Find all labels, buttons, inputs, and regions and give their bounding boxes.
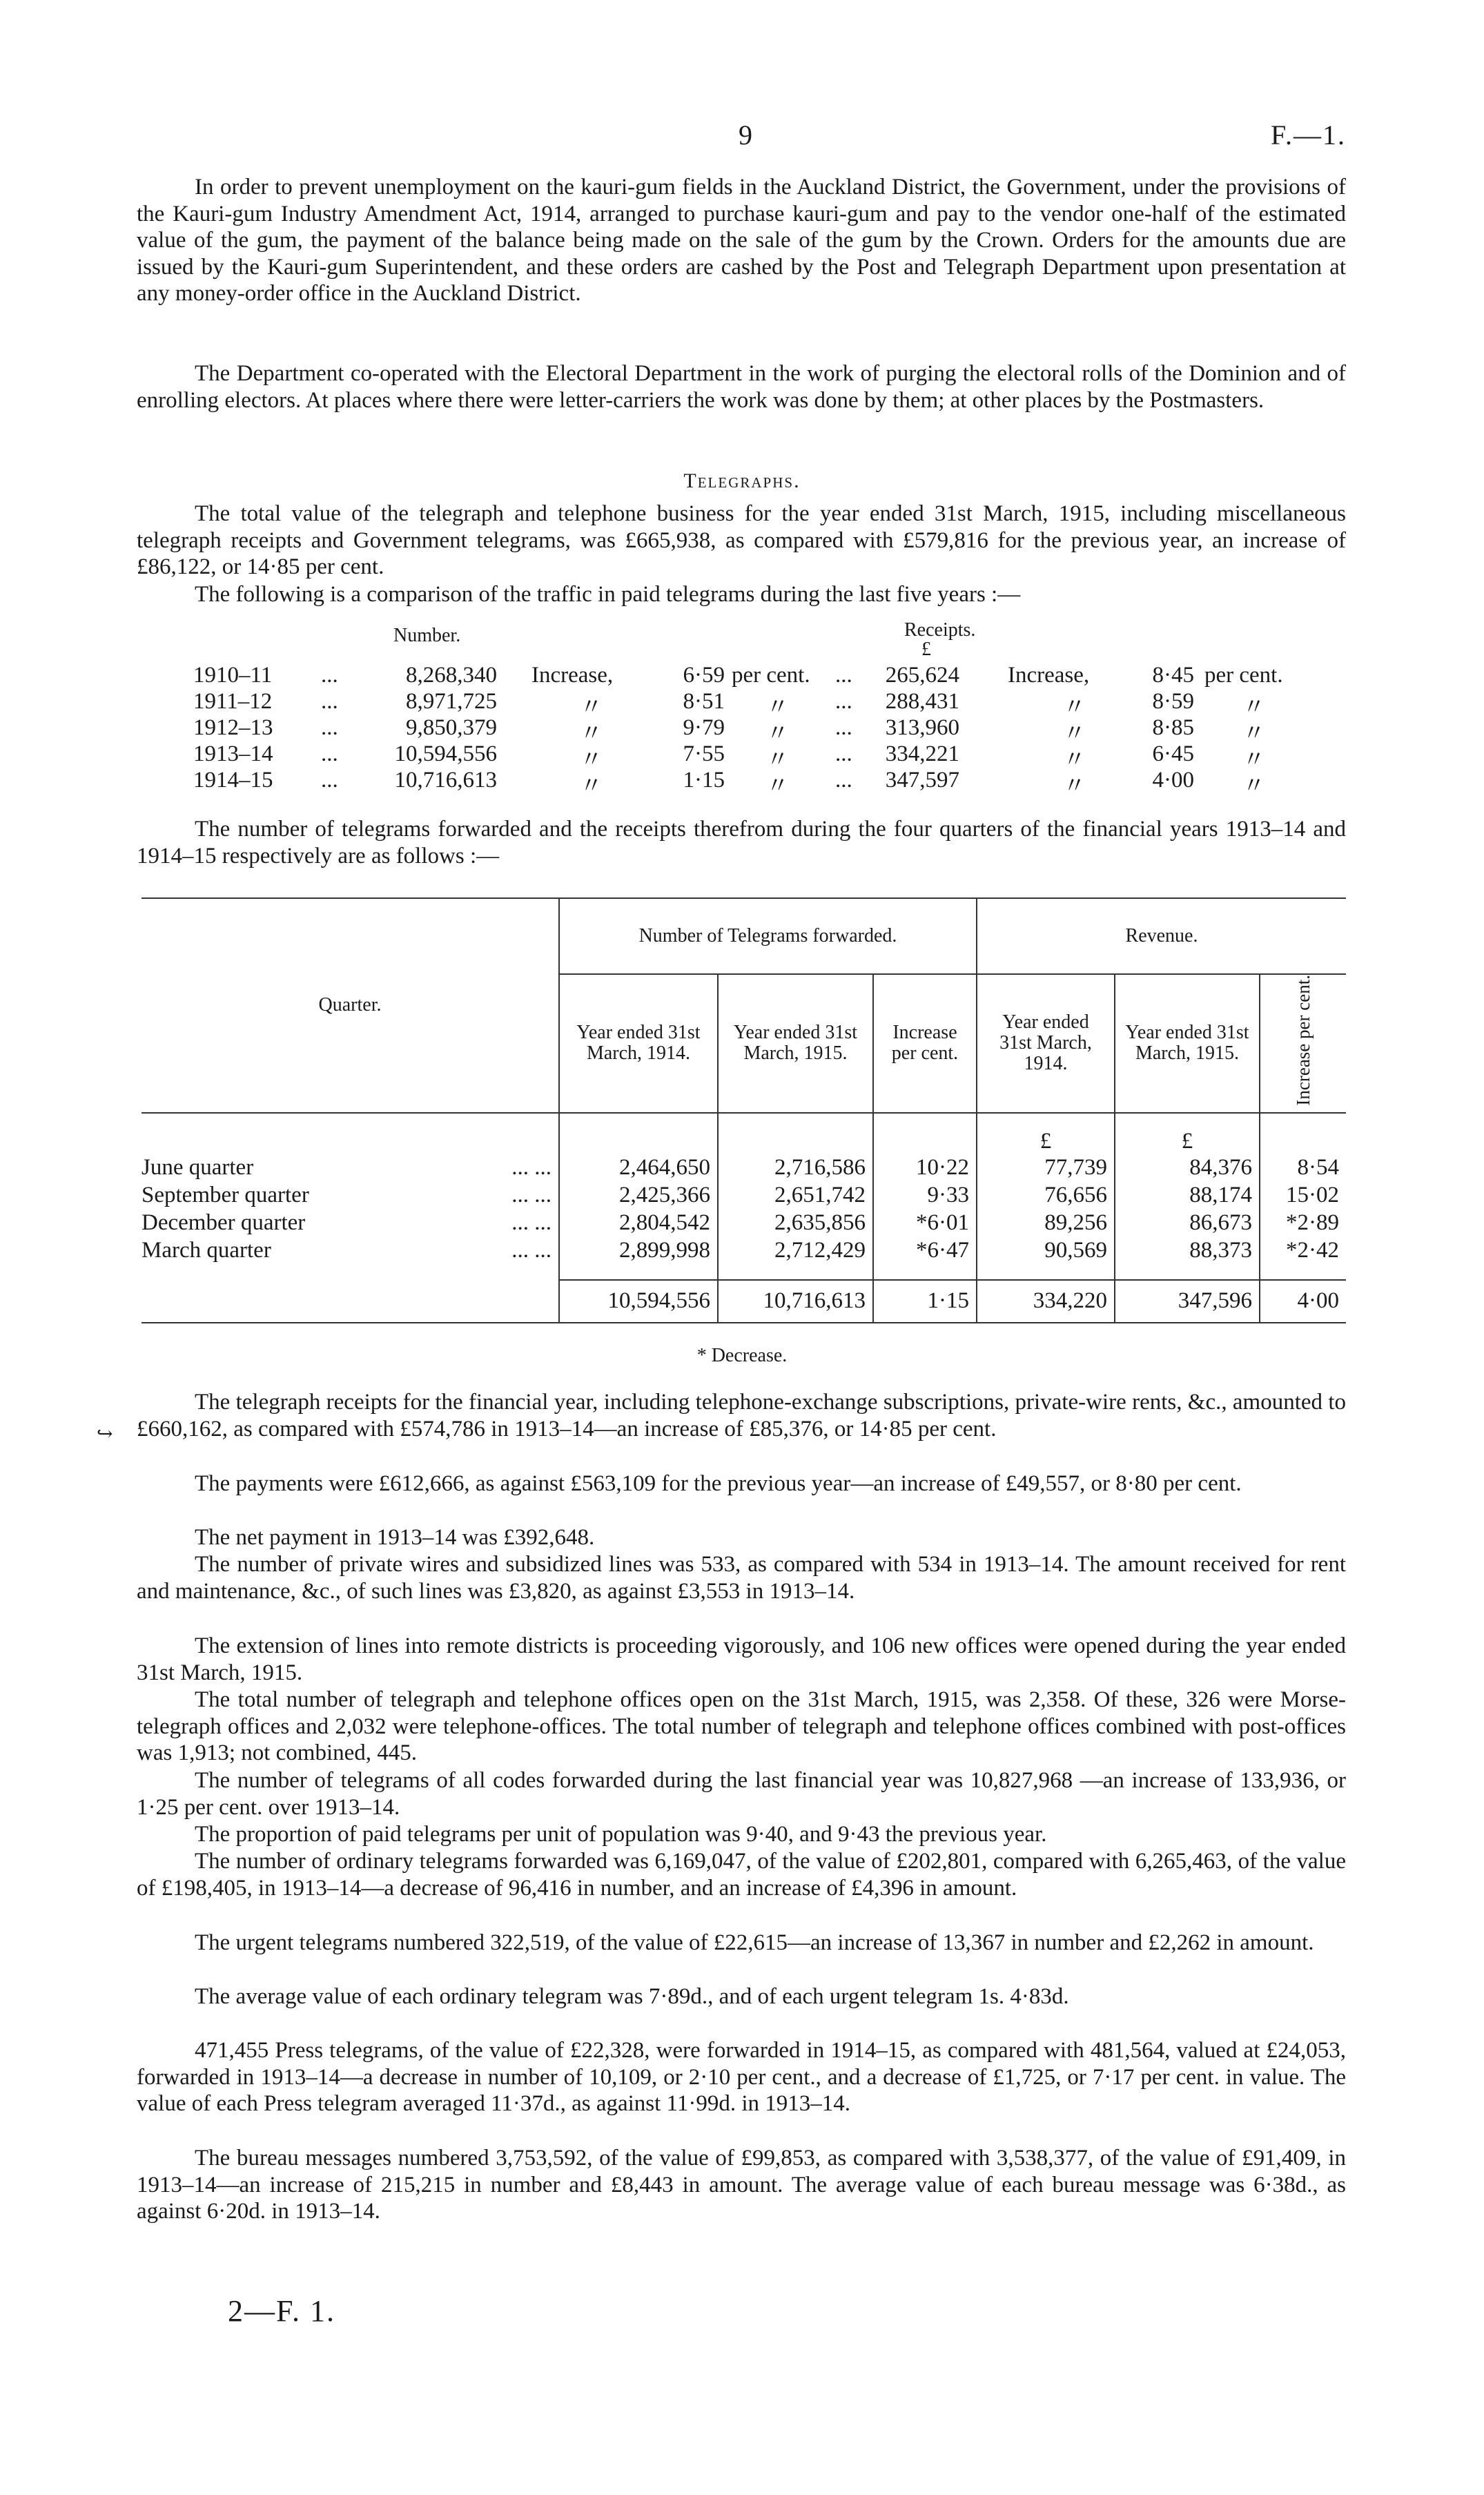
revenue-increase-label: Increase per cent. (1293, 975, 1314, 1106)
paragraph-payments: The payments were £612,666, as against £563,109 for the previous year—an increase of £49,557, or 8·80 per cent. (195, 1471, 1242, 1496)
paragraph-comparison-intro: The following is a comparison of the traffic in paid telegrams during the last five years :— (195, 582, 1021, 607)
table-row (141, 1182, 1346, 1210)
column-header-revenue-increase (1260, 974, 1346, 1113)
section-title-telegraphs: Telegraphs. (683, 469, 801, 492)
dots: ... ... (511, 1238, 551, 1263)
receipts-label: Receipts. (904, 619, 976, 641)
increase-word: Increase, (1008, 663, 1090, 688)
quarter-name: September quarter (141, 1183, 309, 1208)
dots: ... (835, 663, 852, 688)
paragraph-bureau: The bureau messages numbered 3,753,592, of the value of £99,853, as compared with 3,538,377, of the value of £91,409, in 1913–14—an increase of 215,215 in number and £8,443 in amount. The average value of each bureau message was 6·38d., as against 6·20d. in 1913–14. (137, 2146, 1346, 2224)
paragraph-all-codes: The number of telegrams of all codes forwarded during the last financial year was 10,827,968 —an increase of 133,936, or 1·25 per cent. over 1913–14. (137, 1768, 1346, 1820)
telegrams-1915: 2,635,856 (718, 1210, 873, 1237)
telegrams-increase: 10·22 (873, 1154, 977, 1182)
percent-word: per cent. (732, 663, 810, 688)
revenue-1915: 88,174 (1115, 1182, 1260, 1210)
dots: ... (321, 715, 338, 740)
number-percent: 6·59 (683, 663, 725, 688)
year: 1912–13 (193, 715, 273, 740)
total-revenue-1915: 347,596 (1115, 1280, 1260, 1323)
page-number: 9 (739, 119, 752, 151)
revenue-1914: 90,569 (977, 1237, 1115, 1265)
paragraph-extension: The extension of lines into remote districts is proceeding vigorously, and 106 new offices were opened during the year ended 31st March, 1915. (137, 1633, 1346, 1685)
receipts-percent: 8·59 (1152, 689, 1194, 714)
column-header-year-1915: Year ended 31st March, 1915. (718, 974, 873, 1113)
number-label: Number. (393, 625, 461, 646)
table-footnote: * Decrease. (696, 1345, 788, 1366)
paragraph-total-value: The total value of the telegraph and telephone business for the year ended 31st March, 1915, including miscellaneous telegraph receipts and Government telegrams, was £665,938, as compared with £579,816 for the previous year, an increase of £86,122, or 14·85 per cent. (137, 501, 1346, 579)
margin-mark-icon: ↪ (97, 1424, 113, 1445)
receipts-pound-sign: £ (921, 639, 931, 660)
table-row (141, 1210, 1346, 1237)
receipts-value: 347,597 (885, 768, 959, 793)
ditto-mark: 〃 (766, 774, 789, 799)
dots: ... (321, 768, 338, 793)
ditto-mark: 〃 (766, 721, 789, 746)
ditto-mark: 〃 (766, 695, 789, 720)
revenue-1914: 89,256 (977, 1210, 1115, 1237)
ditto-mark: 〃 (1242, 774, 1265, 799)
table-row (141, 1237, 1346, 1265)
telegrams-increase: *6·47 (873, 1237, 977, 1265)
telegrams-increase: 9·33 (873, 1182, 977, 1210)
column-header-quarter: Quarter. (141, 898, 559, 1113)
footer-signature: 2—F. 1. (228, 2294, 335, 2328)
column-header-revenue-1915: Year ended 31st March, 1915. (1115, 974, 1260, 1113)
group-header-telegrams: Number of Telegrams forwarded. (559, 898, 977, 974)
dots: ... (835, 715, 852, 740)
paragraph-ordinary: The number of ordinary telegrams forwarded was 6,169,047, of the value of £202,801, compared with 6,265,463, of the value of £198,405, in 1913–14—a decrease of 96,416 in number, and an increase of £4,396 in amount. (137, 1849, 1346, 1901)
total-telegrams-1915: 10,716,613 (718, 1280, 873, 1323)
number-percent: 7·55 (683, 741, 725, 766)
paragraph-urgent: The urgent telegrams numbered 322,519, of the value of £22,615—an increase of 13,367 in number and £2,262 in amount. (195, 1930, 1314, 1955)
telegram-number: 10,716,613 (394, 768, 497, 793)
paragraph-average-value: The average value of each ordinary telegram was 7·89d., and of each urgent telegram 1s. 4·83d. (195, 1984, 1069, 2009)
ditto-mark: 〃 (580, 695, 603, 720)
total-revenue-increase: 4·00 (1260, 1280, 1346, 1323)
revenue-increase: *2·42 (1260, 1237, 1346, 1265)
receipts-percent: 8·45 (1152, 663, 1194, 688)
quarter-name: June quarter (141, 1155, 254, 1181)
percent-word: per cent. (1204, 663, 1283, 688)
telegram-number: 8,971,725 (406, 689, 497, 714)
telegrams-1914: 2,425,366 (559, 1182, 718, 1210)
group-header-revenue: Revenue. (977, 898, 1346, 974)
ditto-mark: 〃 (1063, 774, 1086, 799)
year: 1914–15 (193, 768, 273, 793)
number-percent: 8·51 (683, 689, 725, 714)
paragraph-offices: The total number of telegraph and telephone offices open on the 31st March, 1915, was 2,358. Of these, 326 were Morse-telegraph offices and 2,032 were telephone-offices. The total number of telegraph and telephone offices combined with post-offices was 1,913; not combined, 445. (137, 1687, 1346, 1765)
table-row (141, 1154, 1346, 1182)
receipts-value: 334,221 (885, 741, 959, 766)
column-header-increase: Increase per cent. (873, 974, 977, 1113)
revenue-pound-sign-1915: £ (1115, 1113, 1260, 1154)
ditto-mark: 〃 (1063, 748, 1086, 773)
telegrams-1915: 2,712,429 (718, 1237, 873, 1265)
revenue-increase: *2·89 (1260, 1210, 1346, 1237)
number-percent: 9·79 (683, 715, 725, 740)
total-revenue-1914: 334,220 (977, 1280, 1115, 1323)
dots: ... (835, 741, 852, 766)
revenue-1915: 86,673 (1115, 1210, 1260, 1237)
receipts-percent: 8·85 (1152, 715, 1194, 740)
totals-row (141, 1280, 1346, 1323)
paragraph-quarters-intro: The number of telegrams forwarded and the receipts therefrom during the four quarters of the financial years 1913–14 and 1914–15 respectively are as follows :— (137, 817, 1346, 868)
ditto-mark: 〃 (580, 774, 603, 799)
dots: ... (835, 768, 852, 793)
year: 1910–11 (193, 663, 273, 688)
receipts-value: 288,431 (885, 689, 959, 714)
paragraph-receipts: The telegraph receipts for the financial year, including telephone-exchange subscriptions, private-wire rents, &c., amounted to £660,162, as compared with £574,786 in 1913–14—an increase of £85,376, or 14·85 per cent. (137, 1390, 1346, 1441)
revenue-increase: 15·02 (1260, 1182, 1346, 1210)
ditto-mark: 〃 (580, 721, 603, 746)
dots: ... ... (511, 1183, 551, 1208)
dots: ... (321, 689, 338, 714)
dots: ... (321, 741, 338, 766)
receipts-percent: 6·45 (1152, 741, 1194, 766)
telegrams-1915: 2,651,742 (718, 1182, 873, 1210)
paragraph-net-payment: The net payment in 1913–14 was £392,648. (195, 1525, 595, 1550)
receipts-value: 265,624 (885, 663, 959, 688)
quarter-name: March quarter (141, 1238, 271, 1263)
column-header-revenue-1914: Year ended 31st March, 1914. (977, 974, 1115, 1113)
year: 1913–14 (193, 741, 273, 766)
revenue-pound-sign-1914: £ (977, 1113, 1115, 1154)
telegrams-1914: 2,899,998 (559, 1237, 718, 1265)
revenue-1914: 77,739 (977, 1154, 1115, 1182)
ditto-mark: 〃 (1242, 721, 1265, 746)
paragraph-kauri-gum: In order to prevent unemployment on the kauri-gum fields in the Auckland District, the Government, under the provisions of the Kauri-gum Industry Amendment Act, 1914, arranged to purchase kauri-gum and pay to the vendor one-half of the estimated value of the gum, the payment of the balance being made on the sale of the gum by the Crown. Orders for the amounts due are issued by the Kauri-gum Superintendent, and these orders are cashed by the Post and Telegraph Department upon presentation at any money-order office in the Auckland District. (137, 175, 1346, 306)
telegrams-1914: 2,464,650 (559, 1154, 718, 1182)
telegrams-1914: 2,804,542 (559, 1210, 718, 1237)
paragraph-private-wires: The number of private wires and subsidized lines was 533, as compared with 534 in 1913–14. The amount received for rent and maintenance, &c., of such lines was £3,820, as against £3,553 in 1913–14. (137, 1552, 1346, 1604)
number-percent: 1·15 (683, 768, 725, 793)
year: 1911–12 (193, 689, 273, 714)
ditto-mark: 〃 (580, 748, 603, 773)
total-telegrams-1914: 10,594,556 (559, 1280, 718, 1323)
telegram-number: 8,268,340 (406, 663, 497, 688)
ditto-mark: 〃 (1063, 721, 1086, 746)
increase-word: Increase, (531, 663, 614, 688)
dots: ... (835, 689, 852, 714)
paragraph-electoral: The Department co-operated with the Electoral Department in the work of purging the electoral rolls of the Dominion and of enrolling electors. At places where there were letter-carriers the work was done by them; at other places by the Postmasters. (137, 361, 1346, 413)
telegrams-increase: *6·01 (873, 1210, 977, 1237)
quarterly-telegrams-table (141, 897, 1346, 1323)
paragraph-press: 471,455 Press telegrams, of the value of £22,328, were forwarded in 1914–15, as compared with 481,564, valued at £24,053, forwarded in 1913–14—a decrease in number of 10,109, or 2·10 per cent., and a decrease of £1,725, or 7·17 per cent. in value. The value of each Press telegram averaged 11·37d., as against 11·99d. in 1913–14. (137, 2038, 1346, 2116)
revenue-1914: 76,656 (977, 1182, 1115, 1210)
receipts-value: 313,960 (885, 715, 959, 740)
ditto-mark: 〃 (1242, 748, 1265, 773)
paragraph-population: The proportion of paid telegrams per unit of population was 9·40, and 9·43 the previous year. (195, 1822, 1047, 1847)
revenue-increase: 8·54 (1260, 1154, 1346, 1182)
total-telegrams-increase: 1·15 (873, 1280, 977, 1323)
ditto-mark: 〃 (1063, 695, 1086, 720)
revenue-1915: 84,376 (1115, 1154, 1260, 1182)
revenue-1915: 88,373 (1115, 1237, 1260, 1265)
telegram-number: 9,850,379 (406, 715, 497, 740)
column-header-year-1914: Year ended 31st March, 1914. (559, 974, 718, 1113)
telegrams-1915: 2,716,586 (718, 1154, 873, 1182)
quarter-name: December quarter (141, 1210, 306, 1236)
document-reference: F.—1. (1270, 119, 1346, 151)
receipts-percent: 4·00 (1152, 768, 1194, 793)
ditto-mark: 〃 (766, 748, 789, 773)
telegram-number: 10,594,556 (394, 741, 497, 766)
ditto-mark: 〃 (1242, 695, 1265, 720)
dots: ... ... (511, 1155, 551, 1181)
dots: ... ... (511, 1210, 551, 1236)
dots: ... (321, 663, 338, 688)
